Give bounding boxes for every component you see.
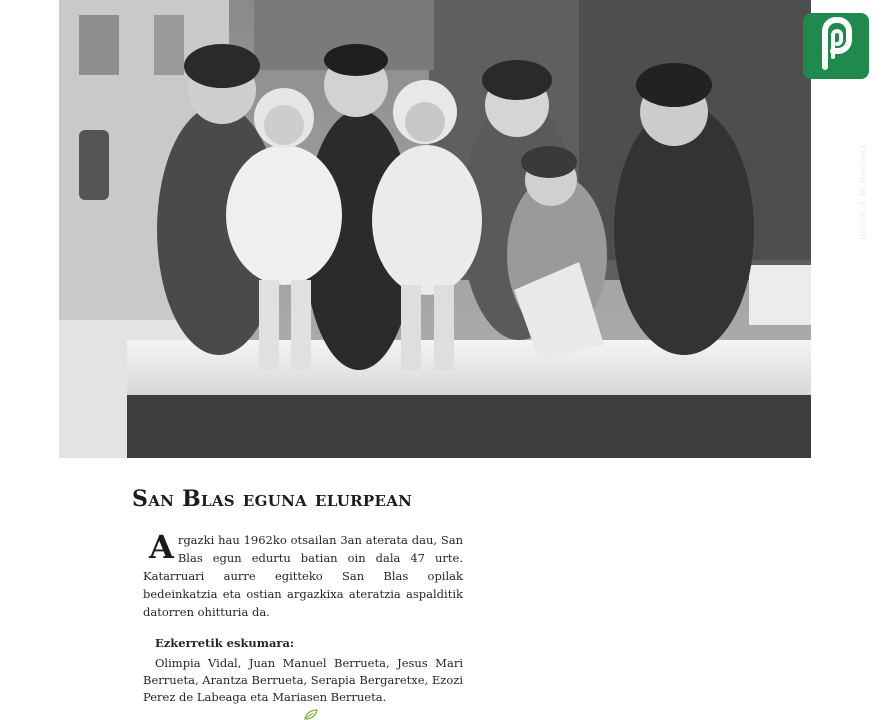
- article-title: San Blas eguna elurpean: [132, 486, 413, 512]
- article-body: [143, 528, 463, 621]
- leaf-ornament-icon: [304, 709, 318, 720]
- article-body-text: rgazki hau 1962ko otsailan 3an aterata dau, San Blas egun edurtu batian oin dala 47 urte. Katarruari aurre egitteko San Blas opilak bedeinkatzia eta ostian argazkixa ateratzia aspalditik datorren ohitturia da.: [143, 533, 463, 619]
- stylized-p-logo-icon: [803, 13, 869, 79]
- names-list: Olimpia Vidal, Juan Manuel Berrueta, Jesus Mari Berrueta, Arantza Berrueta, Serapia Bergaretxe, Ezozi Perez de Labeaga eta Mariasen Berrueta.: [143, 656, 463, 704]
- drop-cap: A: [149, 528, 174, 566]
- photo-credit: Iturria: J. M. Berrueta: [858, 144, 868, 240]
- historical-photo: [59, 0, 868, 458]
- names-heading: Ezkerretik eskumara:: [155, 636, 295, 650]
- photo-scene: [59, 0, 811, 458]
- publication-logo[interactable]: [803, 13, 869, 79]
